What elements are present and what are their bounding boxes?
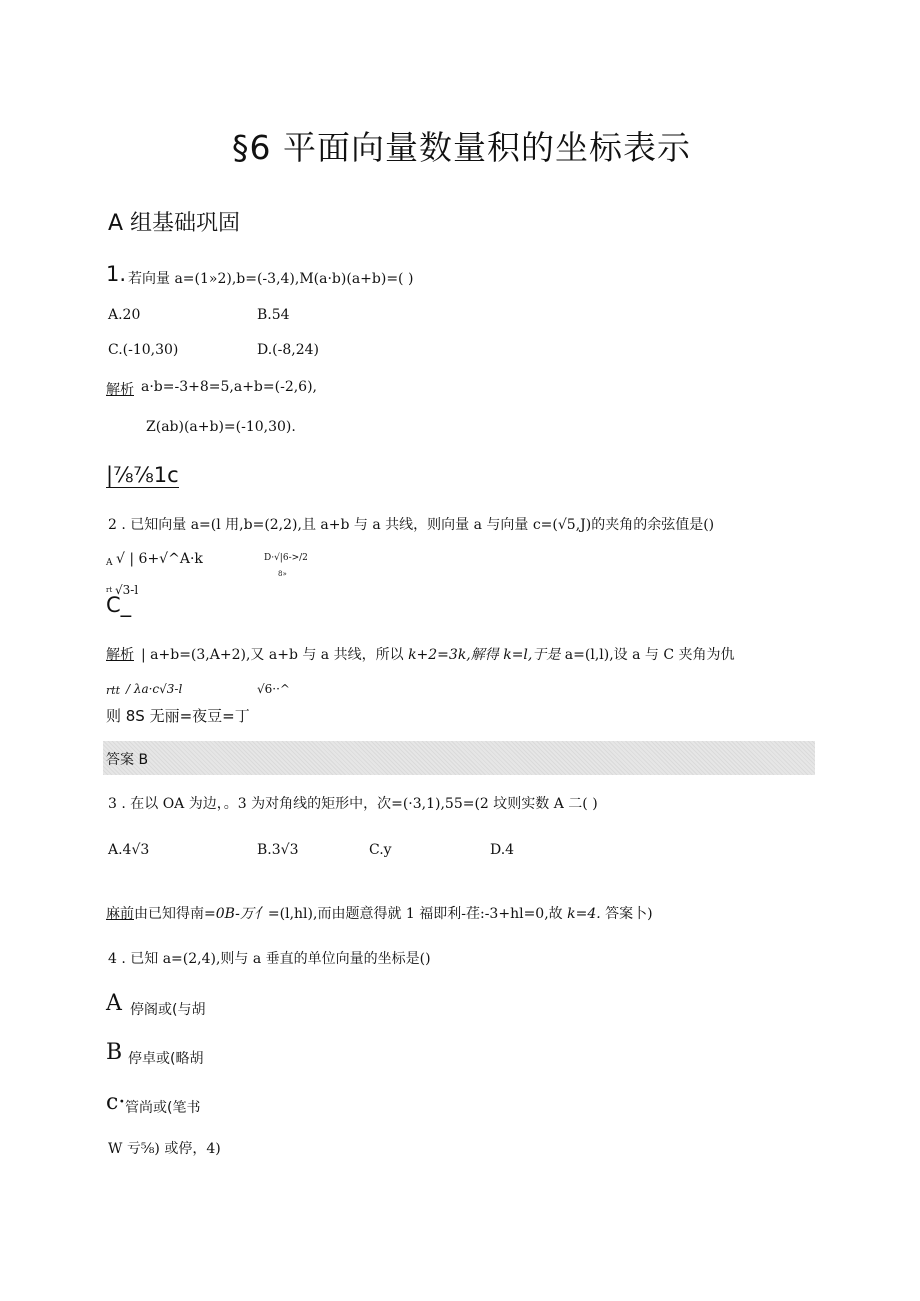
q3-solution-label: 麻前 [106, 906, 134, 922]
q2-solution-line1-b: k+2=3k,解得 k=l,于是 [408, 647, 561, 663]
q3-option-c: C.y [369, 842, 392, 858]
q1-number: 1. [106, 262, 127, 286]
q2-solution-label: 解析 [106, 647, 134, 663]
section-heading: A 组基础巩固 [108, 211, 241, 236]
q3-solution-a: 由已知得南 [134, 906, 204, 922]
q1-option-b: B.54 [257, 307, 290, 323]
q4-option-b-letter: B [106, 1040, 123, 1065]
q3-option-a: A.4√3 [108, 842, 150, 858]
q1-solution-line1: a·b=-3+8=5,a+b=(-2,6), [141, 379, 317, 395]
q2-option-c-sup: √3-l [115, 583, 139, 597]
q2-answer: 答案 B [106, 752, 149, 768]
q1-solution-line2: Z(ab)(a+b)=(-10,30). [146, 419, 296, 435]
q2-option-c-prefix: rt [106, 586, 113, 594]
q2-stem: 2 . 已知向量 a=(l 用,b=(2,2),且 a+b 与 a 共线，则向量 a 与向量 c=(√5,J)的夹角的余弦值是() [108, 517, 715, 533]
q3-solution-b: =0B-万亻 [204, 906, 268, 922]
q2-option-d-sub: 8» [278, 570, 287, 578]
q3-option-b: B.3√3 [257, 842, 299, 858]
q4-stem: 4 . 已知 a=(2,4),则与 a 垂直的单位向量的坐标是() [108, 951, 431, 967]
q4-option-d: W 亏⅝) 或停，4) [108, 1141, 221, 1157]
q2-option-a-prefix: A [106, 558, 113, 568]
q2-solution-line1-a: | a+b=(3,A+2),又 a+b 与 a 共线，所以 [141, 647, 409, 663]
q2-solution-line1-c: a=(l,l),设 a 与 C 夹角为仇 [560, 647, 735, 663]
q3-solution-e: 答案卜) [600, 906, 653, 922]
q2-solution-line2-c: √6··^ [257, 682, 290, 696]
q2-solution-line2-b: / λa·c√3-l [126, 682, 183, 696]
answer-bar [103, 741, 815, 775]
q1-option-c: C.(-10,30) [108, 342, 179, 358]
q3-option-d: D.4 [490, 842, 515, 858]
q2-option-a: √ | 6+√^A·k [116, 551, 203, 567]
q2-solution-line3: 则 8S 无丽=夜豆=丁 [106, 707, 250, 725]
q3-solution-c: =(l,hl),而由题意得就 1 福即利-荏:-3+hl=0,故 [267, 906, 568, 922]
q1-answer-mark: |⅞⅞1c [106, 463, 179, 487]
q4-option-a-letter: A [106, 991, 122, 1016]
q4-option-c-letter: c· [106, 1090, 126, 1115]
q2-option-c: C_ [106, 593, 132, 617]
q3-solution-d: k=4. [567, 906, 601, 922]
q3-solution [106, 903, 653, 923]
q3-stem: 3 . 在以 OA 为边，。3 为对角线的矩形中，次=(·3,1),55=(2 坟则实数 A 二( ) [108, 796, 598, 812]
q2-solution-line1 [141, 644, 735, 664]
q1-solution-label: 解析 [106, 382, 134, 398]
q4-option-b: 停卓或(略胡 [128, 1051, 204, 1067]
q1-option-a: A.20 [108, 307, 141, 323]
q2-option-d: D·√|6->/2 [264, 553, 308, 563]
q4-option-c: 管尚或(笔书 [125, 1100, 201, 1116]
q1-stem: 若向量 a=(1»2),b=(-3,4),M(a·b)(a+b)=( ) [128, 271, 414, 287]
page-title: §6 平面向量数量积的坐标表示 [232, 128, 691, 167]
q1-option-d: D.(-8,24) [257, 342, 320, 358]
q4-option-a: 停阁或(与胡 [130, 1002, 206, 1018]
q2-solution-line2-a: rtt [106, 684, 121, 697]
